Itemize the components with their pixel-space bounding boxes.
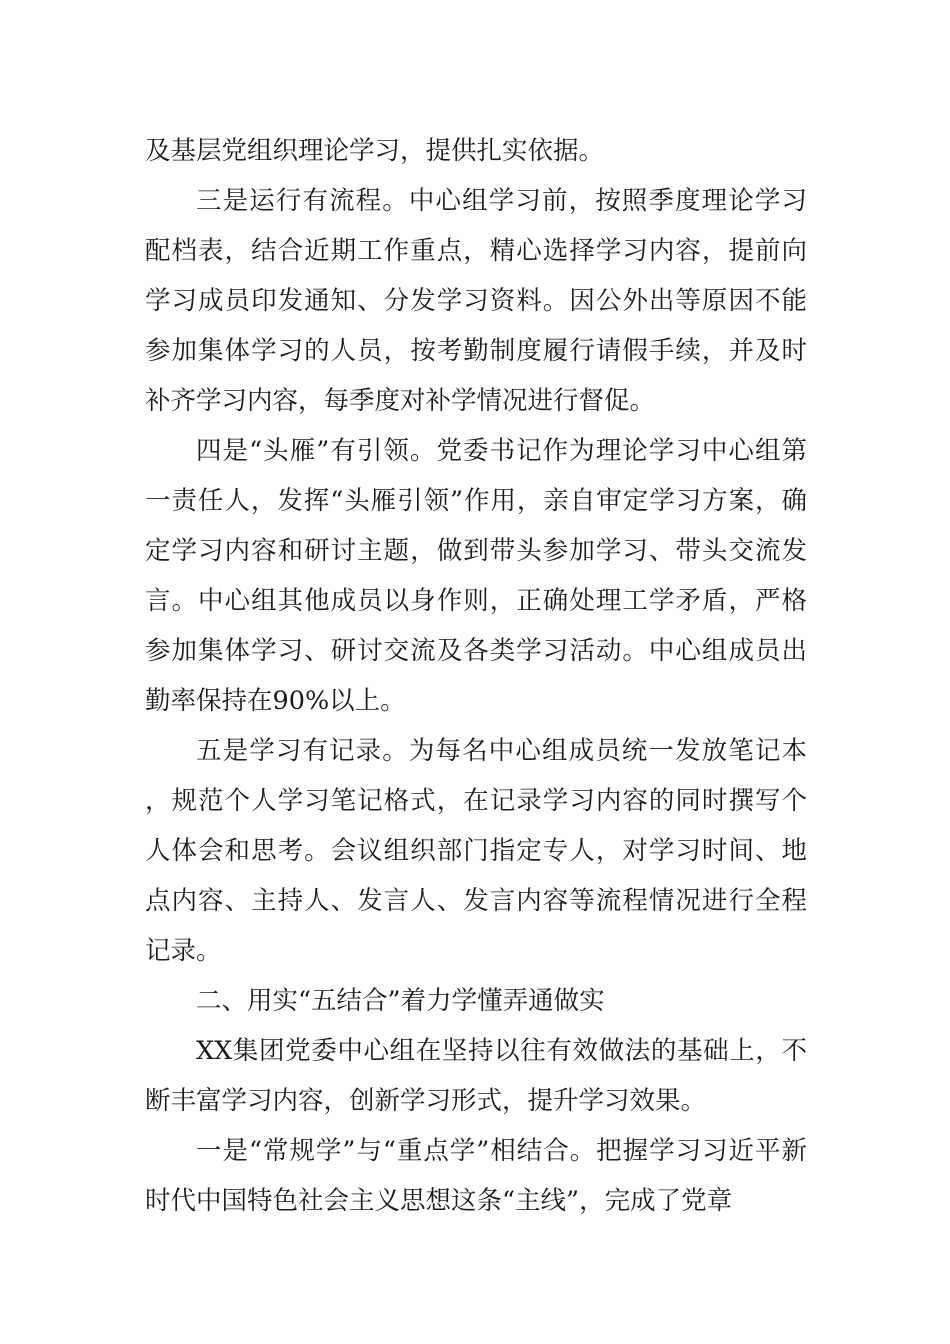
document-body [145, 126, 807, 1226]
paragraph-records: 五是学习有记录。为每名中心组成员统一发放笔记本，规范个人学习笔记格式，在记录学习内容的同时撰写个人体会和思考。会议组织部门指定专人，对学习时间、地点内容、主持人、发言人、发言内容等流程情况进行全程记录。 [145, 736, 807, 966]
paragraph-leadership: 四是“头雁”有引领。党委书记作为理论学习中心组第一责任人，发挥“头雁引领”作用，亲自审定学习方案，确定学习内容和研讨主题，做到带头参加学习、带头交流发言。中心组其他成员以身作则，正确处理工学矛盾，严格参加集体学习、研讨交流及各类学习活动。中心组成员出勤率保持在90%以上。 [145, 436, 807, 716]
section-heading: 二、用实“五结合”着力学懂弄通做实 [196, 986, 605, 1016]
paragraph-process: 三是运行有流程。中心组学习前，按照季度理论学习配档表，结合近期工作重点，精心选择学习内容，提前向学习成员印发通知、分发学习资料。因公外出等原因不能参加集体学习的人员，按考勤制度履行请假手续，并及时补齐学习内容，每季度对补学情况进行督促。 [145, 186, 807, 416]
paragraph-combination: 一是“常规学”与“重点学”相结合。把握学习习近平新时代中国特色社会主义思想这条“主线”，完成了党章 [145, 1136, 807, 1216]
paragraph-intro: XX集团党委中心组在坚持以往有效做法的基础上，不断丰富学习内容，创新学习形式，提升学习效果。 [145, 1036, 807, 1116]
paragraph-continuation: 及基层党组织理论学习，提供扎实依据。 [145, 136, 605, 166]
